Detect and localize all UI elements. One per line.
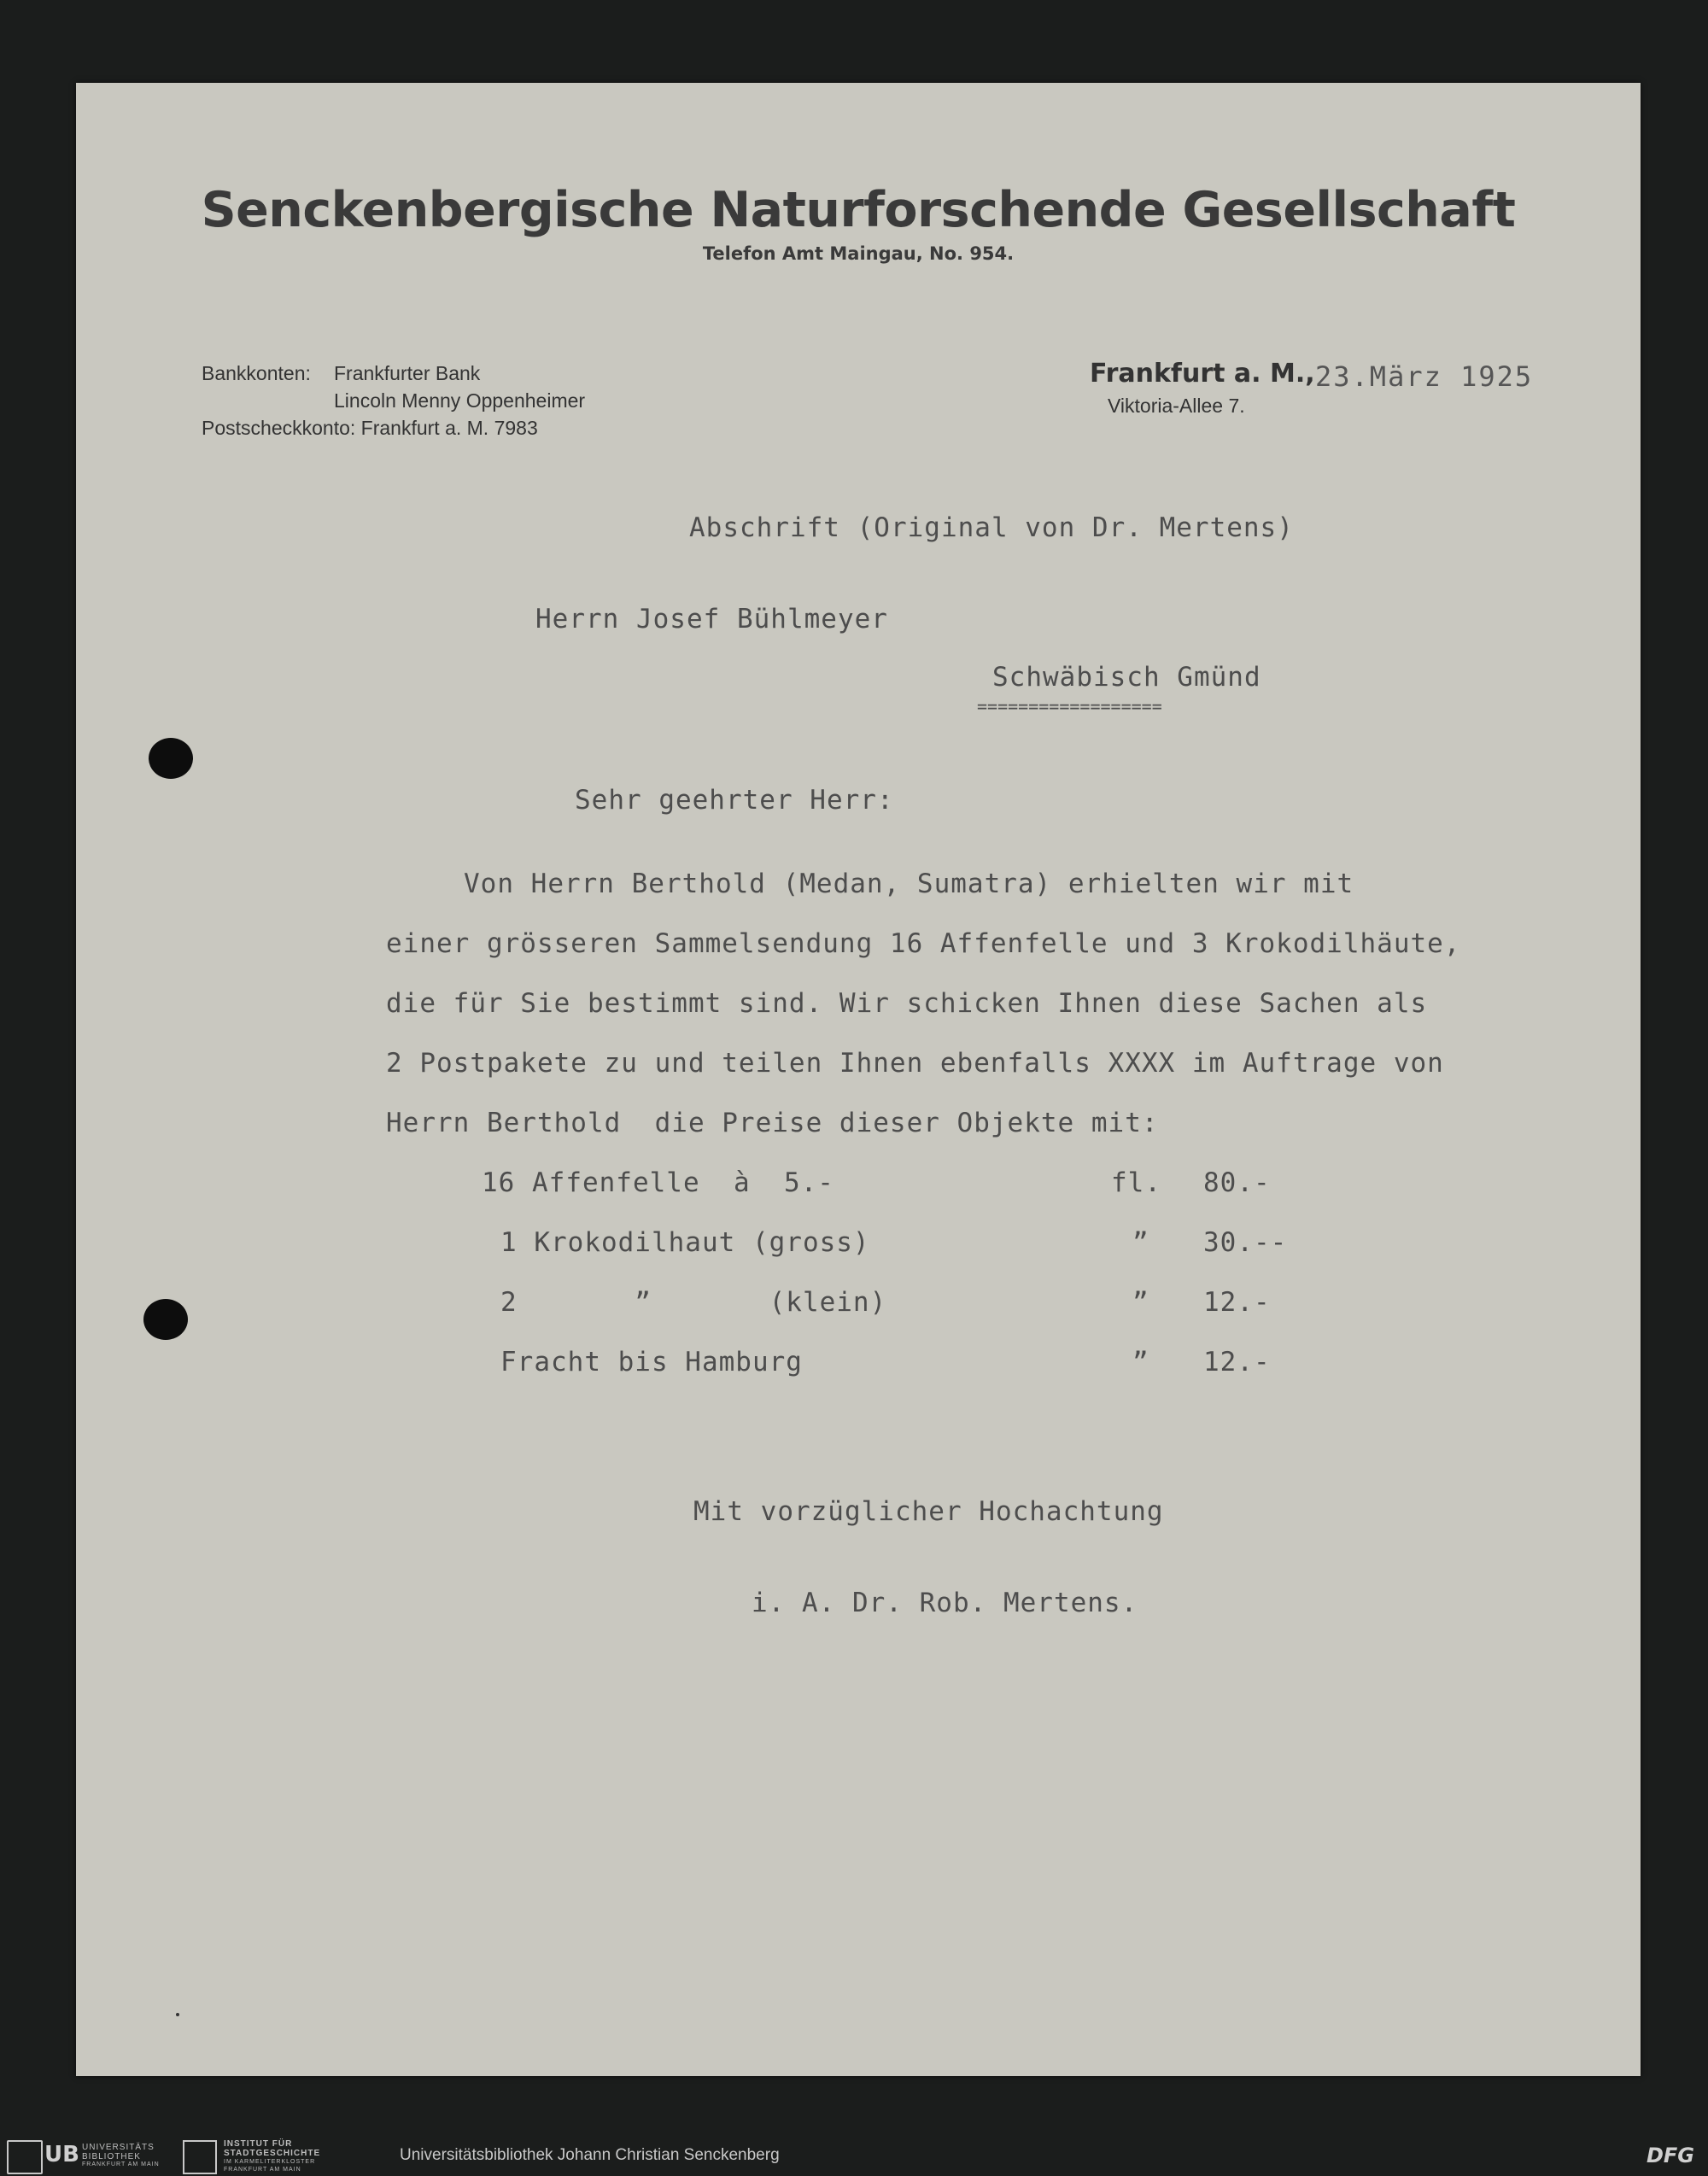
price-item-amount: 80.- [1203, 1167, 1271, 1198]
ub-logo-icon [7, 2140, 43, 2174]
body-line: die für Sie bestimmt sind. Wir schicken Ihnen diese Sachen als [386, 988, 1428, 1019]
closing: Mit vorzüglicher Hochachtung [693, 1496, 1164, 1527]
isg-line-2: STADTGESCHICHTE [224, 2149, 321, 2158]
isg-line-1: INSTITUT FÜR [224, 2139, 293, 2149]
ub-logo-text: UB [44, 2142, 79, 2167]
price-item-desc: 2 ” (klein) [500, 1287, 887, 1318]
paper-speck [176, 2013, 179, 2016]
isg-logo-icon [183, 2140, 217, 2174]
price-item-amount: 12.- [1203, 1347, 1271, 1378]
isg-line-4: FRANKFURT AM MAIN [224, 2167, 301, 2173]
price-item-amount: 30.-- [1203, 1227, 1288, 1258]
body-line: 2 Postpakete zu und teilen Ihnen ebenfalls XXXX im Auftrage von [386, 1048, 1444, 1079]
copy-note: Abschrift (Original von Dr. Mertens) [689, 512, 1294, 543]
price-item-unit: ” [1132, 1227, 1149, 1258]
punch-hole [149, 738, 193, 779]
punch-hole [143, 1299, 188, 1340]
bank-label: Bankkonten: [202, 362, 311, 384]
footer-bar [0, 2135, 1708, 2176]
isg-line-3: IM KARMELITERKLOSTER [224, 2159, 316, 2165]
recipient-name: Herrn Josef Bühlmeyer [535, 604, 888, 635]
letterhead-phone: Telefon Amt Maingau, No. 954. [702, 243, 1015, 264]
price-item-amount: 12.- [1203, 1287, 1271, 1318]
place-underline: ================== [977, 696, 1162, 717]
body-line: Herrn Berthold die Preise dieser Objekte mit: [386, 1108, 1159, 1138]
price-item-unit: ” [1132, 1287, 1149, 1318]
salutation: Sehr geehrter Herr: [575, 785, 894, 816]
price-item-desc: 16 Affenfelle à 5.- [482, 1167, 834, 1198]
recipient-place: Schwäbisch Gmünd [992, 662, 1261, 693]
price-item-unit: ” [1132, 1347, 1149, 1378]
signature: i. A. Dr. Rob. Mertens. [752, 1588, 1138, 1618]
price-item-desc: Fracht bis Hamburg [500, 1347, 803, 1378]
letter-date: 23.März 1925 [1315, 360, 1534, 393]
body-line: Von Herrn Berthold (Medan, Sumatra) erhielten wir mit [464, 869, 1354, 899]
ub-line-2: BIBLIOTHEK [82, 2152, 141, 2161]
postscheck-account: Postscheckkonto: Frankfurt a. M. 7983 [202, 417, 538, 439]
letter-page [76, 83, 1641, 2076]
library-name: Universitätsbibliothek Johann Christian Senckenberg [400, 2146, 780, 2164]
body-line: einer grösseren Sammelsendung 16 Affenfelle und 3 Krokodilhäute, [386, 928, 1461, 959]
price-item-desc: 1 Krokodilhaut (gross) [500, 1227, 870, 1258]
dfg-logo: DFG [1646, 2144, 1694, 2167]
ub-line-1: UNIVERSITÄTS [82, 2143, 155, 2152]
sender-street: Viktoria-Allee 7. [1108, 395, 1245, 417]
ub-line-3: FRANKFURT AM MAIN [82, 2161, 160, 2167]
bank-line-1: Frankfurter Bank [334, 362, 481, 384]
bank-line-2: Lincoln Menny Oppenheimer [334, 389, 586, 412]
letterhead-title: Senckenbergische Naturforschende Gesellschaft [201, 182, 1516, 238]
price-item-unit: fl. [1111, 1167, 1161, 1198]
sender-city: Frankfurt a. M., [1090, 359, 1315, 389]
